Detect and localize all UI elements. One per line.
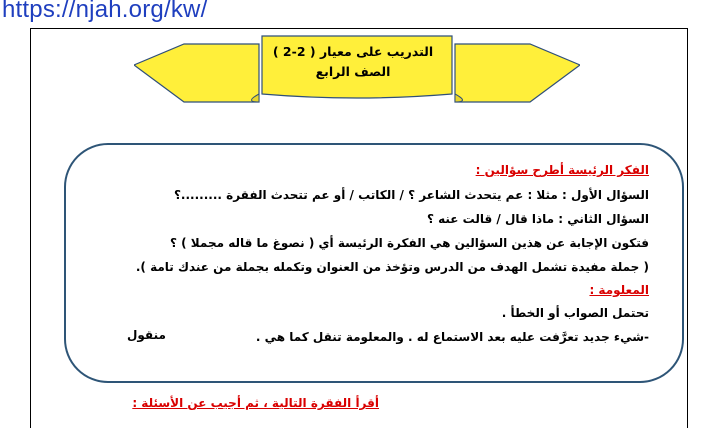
info-line-2: -شيء جديد تعرَّفت عليه بعد الاستماع له . والمعلومة تنقل كما هي . xyxy=(255,330,649,344)
main-idea-heading: الفكر الرئيسة أطرح سؤالين : xyxy=(475,163,649,177)
question-one: السؤال الأول : مثلا : عم يتحدث الشاعر ؟ / الكاتب / أو عم تتحدث الفقرة .........؟ xyxy=(173,188,649,202)
reading-instruction: أقرأ الفقرة التالية ، ثم أجيب عن الأسئلة : xyxy=(132,396,379,410)
answer-line: فتكون الإجابة عن هذين السؤالين هي الفكرة الرئيسة أي ( نصوغ ما قاله مجملا ) ؟ xyxy=(169,236,649,250)
info-heading: المعلومة : xyxy=(589,283,649,297)
question-two: السؤال الثاني : ماذا قال / قالت عنه ؟ xyxy=(426,212,649,226)
title-line-1: التدريب على معيار ( 2-2 ) xyxy=(272,44,434,59)
page-title xyxy=(262,42,444,82)
useful-sentence-line: ( جملة مفيدة تشمل الهدف من الدرس وتؤخذ من العنوان وتكمله بجملة من عندك تامة ). xyxy=(135,260,649,274)
site-link[interactable]: https://njah.org/kw/ xyxy=(2,0,208,23)
title-line-2: الصف الرابع xyxy=(315,64,391,79)
info-line-1: تحتمل الصواب أو الخطأ . xyxy=(501,306,649,320)
source-note: منقول xyxy=(127,328,166,342)
